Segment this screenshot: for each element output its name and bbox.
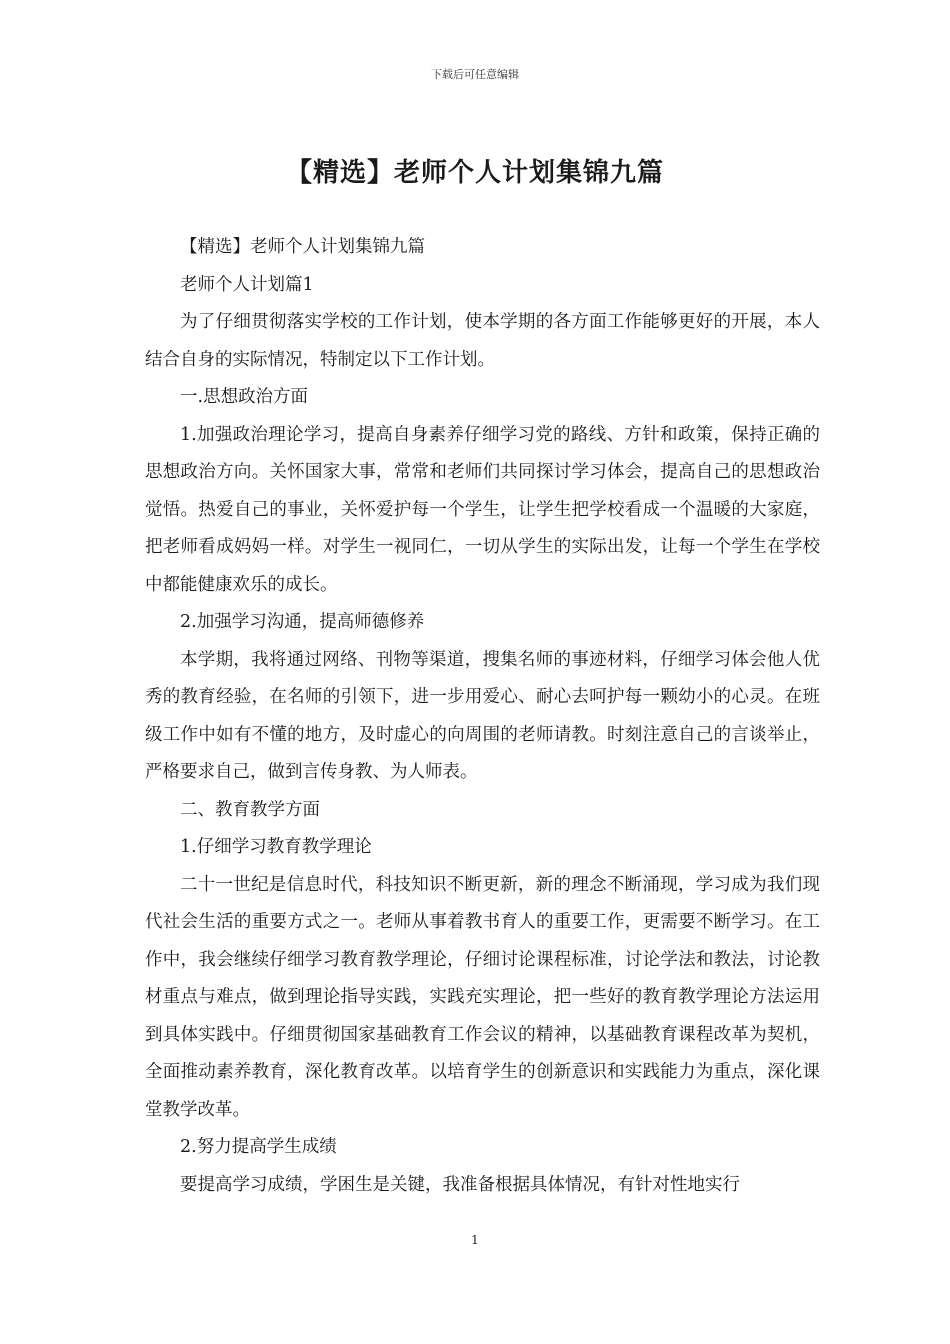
subheading-grades: 2.努力提高学生成绩 bbox=[180, 1137, 337, 1157]
paragraph-subtitle: 【精选】老师个人计划集锦九篇 bbox=[180, 237, 425, 257]
paragraph-political-study: 1.加强政治理论学习，提高自身素养仔细学习党的路线、方针和政策，保持正确的思想政治方向。关怀国家大事，常常和老师们共同探讨学习体会，提高自己的思想政治觉悟。热爱自己的事业，关怀爱护每一个学生，让学生把学校看成一个温暖的大家庭，把老师看成妈妈一样。对学生一视同仁，一切从学生的实际出发，让每一个学生在学校中都能健康欢乐的成长。 bbox=[145, 424, 820, 595]
section-heading-political: 一.思想政治方面 bbox=[180, 387, 309, 407]
paragraph-ethics: 本学期，我将通过网络、刊物等渠道，搜集名师的事迹材料，仔细学习体会他人优秀的教育经验，在名师的引领下，进一步用爱心、耐心去呵护每一颗幼小的心灵。在班级工作中如有不懂的地方，及时虚心的向周围的老师请教。时刻注意自己的言谈举止，严格要求自己，做到言传身教、为人师表。 bbox=[145, 649, 820, 782]
document-body bbox=[145, 229, 820, 1204]
paragraph-theory: 二十一世纪是信息时代，科技知识不断更新，新的理念不断涌现，学习成为我们现代社会生活的重要方式之一。老师从事着教书育人的重要工作，更需要不断学习。在工作中，我会继续仔细学习教育教学理论，仔细讨论课程标准，讨论学法和教法，讨论教材重点与难点，做到理论指导实践，实践充实理论，把一些好的教育教学理论方法运用到具体实践中。仔细贯彻国家基础教育工作会议的精神，以基础教育课程改革为契机，全面推动素养教育，深化教育改革。以培育学生的创新意识和实践能力为重点，深化课堂教学改革。 bbox=[145, 874, 820, 1120]
paragraph-intro: 为了仔细贯彻落实学校的工作计划，使本学期的各方面工作能够更好的开展，本人结合自身的实际情况，特制定以下工作计划。 bbox=[145, 312, 820, 370]
subheading-ethics: 2.加强学习沟通，提高师德修养 bbox=[180, 612, 425, 632]
page-header-note: 下载后可任意编辑 bbox=[431, 68, 519, 81]
section-heading-teaching: 二、教育教学方面 bbox=[180, 799, 320, 820]
paragraph-grades: 要提高学习成绩，学困生是关键，我准备根据具体情况，有针对性地实行 bbox=[180, 1174, 740, 1195]
document-title: 【精选】老师个人计划集锦九篇 bbox=[285, 158, 664, 188]
subheading-theory: 1.仔细学习教育教学理论 bbox=[180, 837, 372, 857]
page-number: 1 bbox=[471, 1233, 479, 1247]
section-heading-plan-1: 老师个人计划篇1 bbox=[180, 274, 314, 295]
